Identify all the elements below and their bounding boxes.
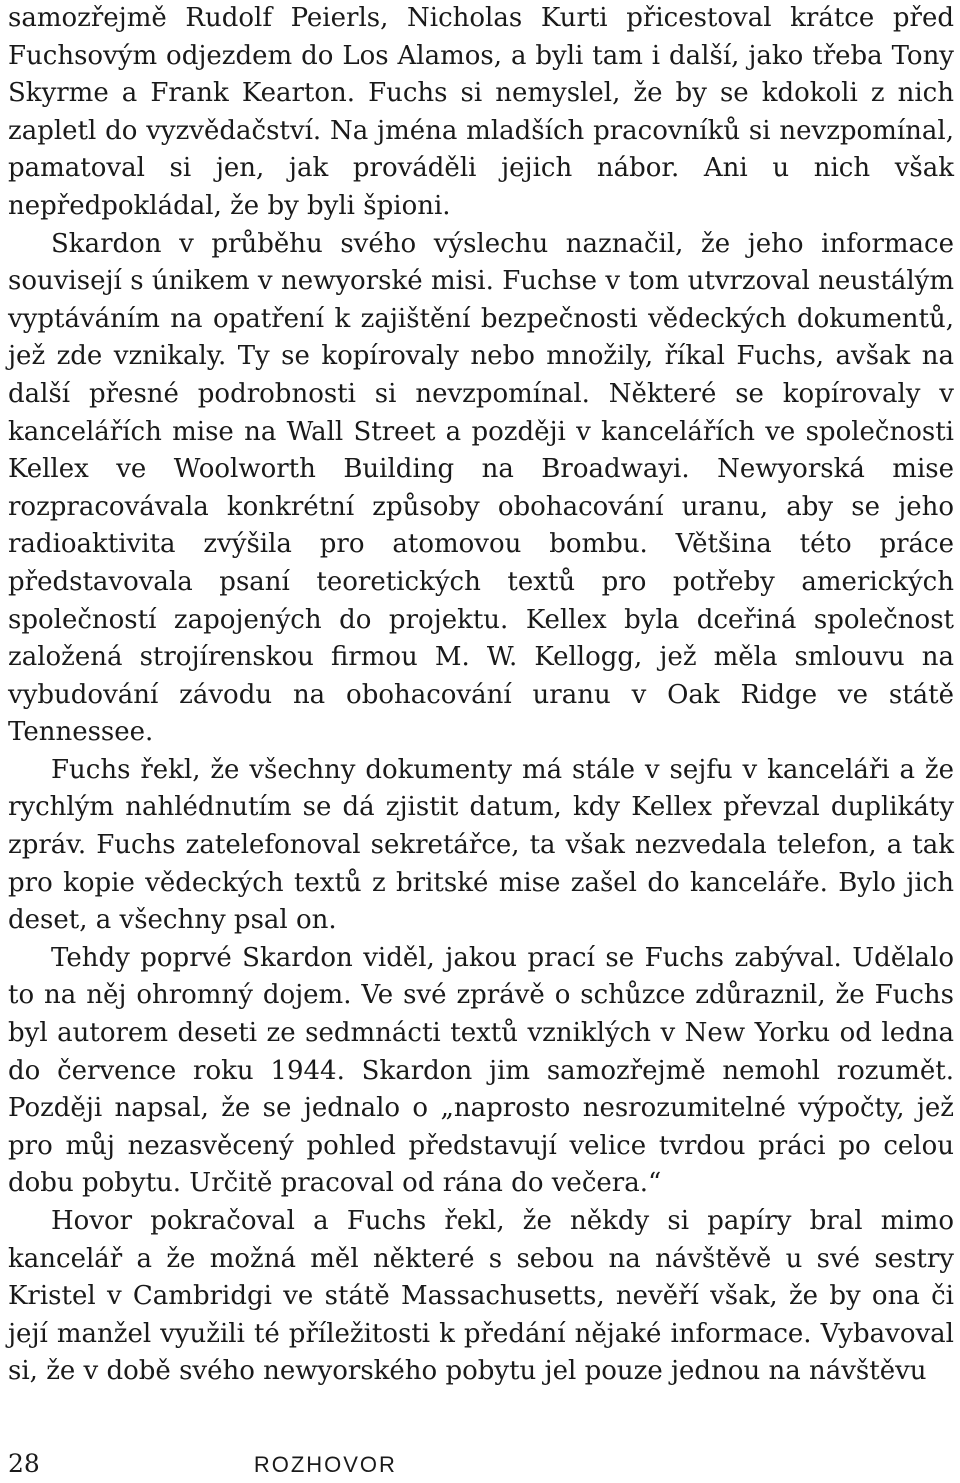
paragraph-2: Skardon v průběhu svého výslechu naznačil, že jeho informace souvisejí s únikem v newyorské misi. Fuchse v tom utvrzoval neustálým vyptáváním na opatření k zajištění bezpečnosti vědeckých dokumentů, jež zde vznikaly. Ty se kopírovaly nebo množily, říkal Fuchs, avšak na další přesné podrobnosti si nevzpomínal. Některé se kopírovaly v kancelářích mise na Wall Street a později v kancelářích ve společnosti Kellex ve Woolworth Building na Broadwayi. Newyorská mise rozpracovávala konkrétní způsoby obohacování uranu, aby se jeho radioaktivita zvýšila pro atomovou bombu. Většina této práce představovala psaní teoretických textů pro potřeby amerických společností zapojených do projektu. Kellex byla dceřiná společnost založená strojírenskou firmou M. W. Kellogg, jež měla smlouvu na vybudování závodu na obohacování uranu v Oak Ridge ve státě Tennessee.: [8, 228, 954, 748]
paragraph-4: Tehdy poprvé Skardon viděl, jakou prací se Fuchs zabýval. Udělalo to na něj ohromný dojem. Ve své zprávě o schůzce zdůraznil, že Fuchs byl autorem deseti ze sedmnácti textů vzniklých v New Yorku od ledna do července roku 1944. Skardon jim samozřejmě nemohl rozumět. Později napsal, že se jednalo o „naprosto nesrozumitelné výpočty, jež pro můj nezasvěcený pohled představují velice tvrdou práci po celou dobu pobytu. Určitě pracoval od rána do večera.“: [8, 942, 954, 1199]
section-title: ROZHOVOR: [253, 1452, 397, 1477]
page-number: 28: [8, 1449, 40, 1478]
paragraph-5: Hovor pokračoval a Fuchs řekl, že někdy si papíry bral mimo kancelář a že možná měl některé s sebou na návštěvě u své sestry Kristel v Cambridgi ve státě Massachusetts, nevěří však, že by ona či její manžel využili té příležitosti k předání nějaké informace. Vybavoval si, že v době svého newyorského pobytu jel pouze jednou na návštěvu: [8, 1206, 954, 1387]
body-text: [8, 0, 954, 1391]
page-footer: [8, 1449, 397, 1483]
paragraph-1: samozřejmě Rudolf Peierls, Nicholas Kurti přicestoval krátce před Fuchsovým odjezdem do Los Alamos, a byli tam i další, jako třeba Tony Skyrme a Frank Kearton. Fuchs si nemyslel, že by se kdokoli z nich zapletl do vyzvědačství. Na jména mladších pracovníků si nevzpomínal, pamatoval si jen, jak prováděli jejich nábor. Ani u nich však nepředpokládal, že by byli špioni.: [8, 3, 954, 221]
paragraph-3: Fuchs řekl, že všechny dokumenty má stále v sejfu v kanceláři a že rychlým nahlédnutím se dá zjistit datum, kdy Kellex převzal duplikáty zpráv. Fuchs zatelefonoval sekretářce, ta však nezvedala telefon, a tak pro kopie vědeckých textů z britské mise zašel do kanceláře. Bylo jich deset, a všechny psal on.: [8, 754, 954, 936]
